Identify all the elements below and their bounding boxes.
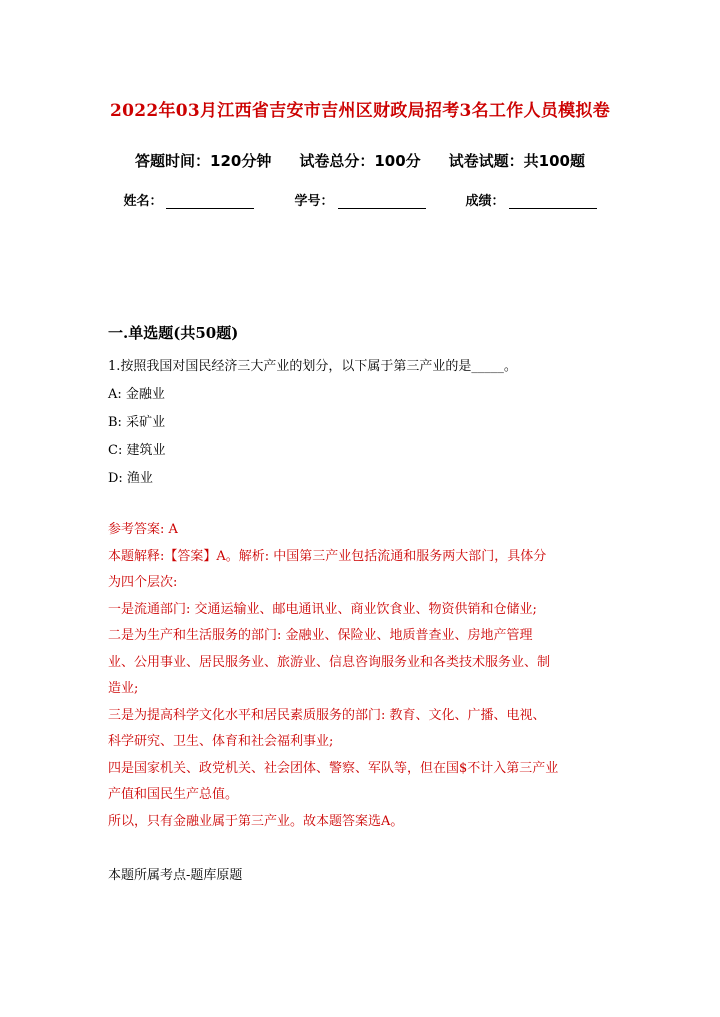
section-heading: 一.单选题(共50题)	[108, 324, 239, 342]
id-field	[294, 190, 425, 209]
exam-total-score: 试卷总分：100分	[299, 152, 421, 170]
explanation-line: 科学研究、卫生、体育和社会福利事业;	[108, 734, 334, 749]
question-block	[108, 353, 618, 889]
option-a: A: 金融业	[108, 387, 165, 402]
exam-meta	[0, 150, 720, 171]
option-b: B: 采矿业	[108, 415, 166, 430]
explanation-line: 为四个层次:	[108, 575, 178, 590]
explanation-line: 本题解释:【答案】A。解析: 中国第三产业包括流通和服务两大部门，具体分	[108, 548, 547, 564]
exam-total-questions: 试卷试题：共100题	[448, 152, 585, 170]
student-info	[0, 190, 720, 209]
explanation-line: 所以，只有金融业属于第三产业。故本题答案选A。	[108, 813, 404, 829]
name-field	[123, 190, 254, 209]
score-blank	[509, 194, 597, 209]
explanation-line: 业、公用事业、居民服务业、旅游业、信息咨询服务业和各类技术服务业、制	[108, 654, 551, 670]
name-blank	[166, 194, 254, 209]
score-label: 成绩：	[465, 194, 505, 209]
option-d: D: 渔业	[108, 471, 153, 486]
explanation-line: 造业;	[108, 681, 139, 696]
explanation-line: 产值和国民生产总值。	[108, 787, 239, 802]
topic-note: 本题所属考点-题库原题	[108, 868, 243, 883]
explanation-line: 一是流通部门: 交通运输业、邮电通讯业、商业饮食业、物资供销和仓储业;	[108, 601, 537, 617]
explanation-line: 二是为生产和生活服务的部门: 金融业、保险业、地质普查业、房地产管理	[108, 628, 533, 643]
name-label: 姓名：	[123, 194, 163, 209]
answer-block	[108, 517, 618, 835]
option-c: C: 建筑业	[108, 443, 166, 458]
id-blank	[338, 194, 426, 209]
exam-time: 答题时间：120分钟	[135, 152, 272, 170]
id-label: 学号：	[294, 194, 334, 209]
explanation-line: 三是为提高科学文化水平和居民素质服务的部门: 教育、文化、广播、电视、	[108, 707, 546, 723]
reference-answer: 参考答案: A	[108, 522, 178, 537]
score-field	[466, 190, 597, 209]
question-stem: 1.按照我国对国民经济三大产业的划分，以下属于第三产业的是_____。	[108, 359, 517, 374]
explanation-line: 四是国家机关、政党机关、社会团体、警察、军队等，但在国$不计入第三产业	[108, 760, 559, 776]
exam-title: 2022年03月江西省吉安市吉州区财政局招考3名工作人员模拟卷	[109, 101, 611, 121]
